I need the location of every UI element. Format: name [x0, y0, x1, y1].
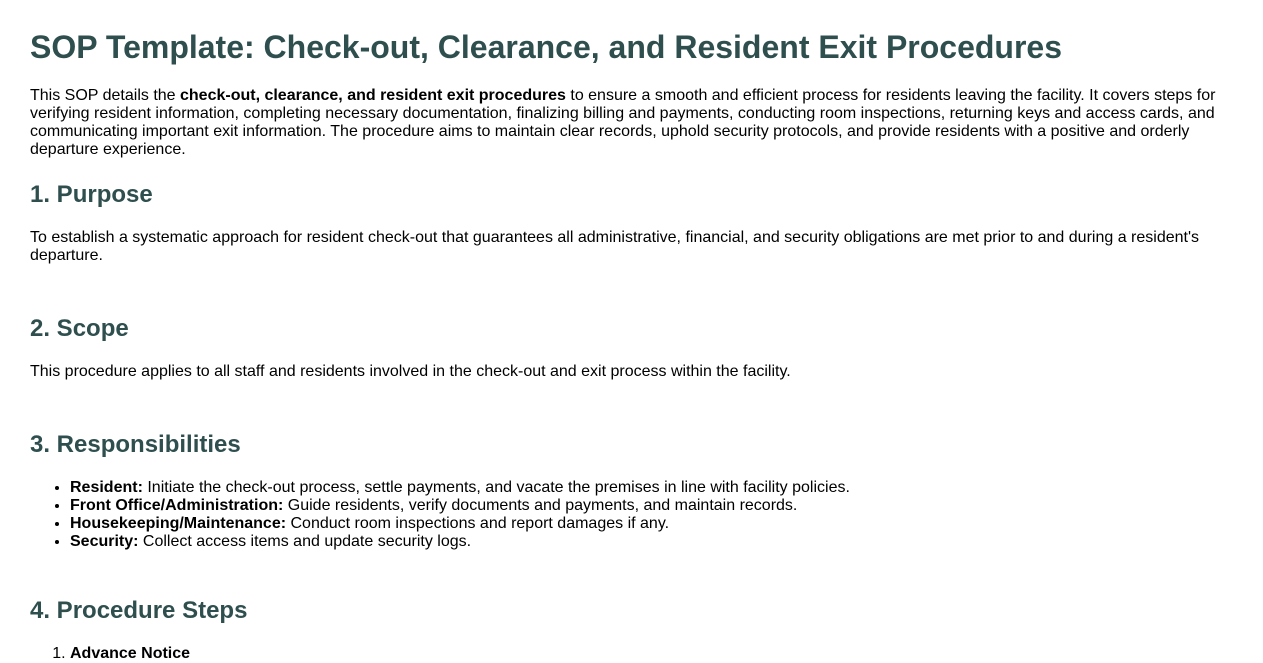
role-description: Guide residents, verify documents and payments, and maintain records. — [283, 497, 798, 514]
role-description: Collect access items and update security logs. — [138, 533, 472, 550]
responsibilities-heading: 3. Responsibilities — [30, 431, 241, 458]
intro-text-end: to ensure a smooth and efficient process for residents leaving the facility. It covers steps for verifying resident information, completing necessary documentation, finalizing billing and payments, conducting room inspections, returning keys and access cards, and communicating important exit information. The procedure aims to maintain clear records, uphold security protocols, and provide residents with a positive and orderly departure experience. — [30, 87, 1216, 158]
step-title: Advance Notice — [70, 645, 191, 662]
section-responsibilities — [30, 431, 1233, 551]
list-item — [70, 533, 1233, 551]
list-item — [70, 497, 1233, 515]
role-label: Security: — [70, 533, 139, 550]
role-description: Initiate the check-out process, settle payments, and vacate the premises in line with facility policies. — [142, 479, 850, 496]
responsibilities-list — [30, 479, 1233, 551]
intro-paragraph — [30, 87, 1233, 159]
section-scope — [30, 315, 1233, 381]
page-title: SOP Template: Check-out, Clearance, and Resident Exit Procedures — [30, 29, 1063, 65]
role-label: Housekeeping/Maintenance: — [70, 515, 287, 532]
scope-heading: 2. Scope — [30, 315, 129, 342]
list-item — [70, 515, 1233, 533]
list-item — [70, 479, 1233, 497]
document-page — [0, 29, 1263, 663]
section-procedure-steps — [30, 597, 1233, 663]
role-label: Front Office/Administration: — [70, 497, 284, 514]
procedure-steps-list — [30, 645, 1233, 663]
role-label: Resident: — [70, 479, 143, 496]
purpose-heading: 1. Purpose — [30, 181, 153, 208]
purpose-text: To establish a systematic approach for resident check-out that guarantees all administrative, financial, and security obligations are met prior to and during a resident's departure. — [30, 229, 1200, 264]
section-purpose — [30, 181, 1233, 265]
scope-text: This procedure applies to all staff and residents involved in the check-out and exit process within the facility. — [30, 363, 791, 380]
role-description: Conduct room inspections and report damages if any. — [286, 515, 670, 532]
intro-text-start: This SOP details the — [30, 87, 180, 104]
procedure-heading: 4. Procedure Steps — [30, 597, 248, 624]
intro-text-bold: check-out, clearance, and resident exit procedures — [180, 87, 566, 104]
list-item — [70, 645, 1233, 663]
